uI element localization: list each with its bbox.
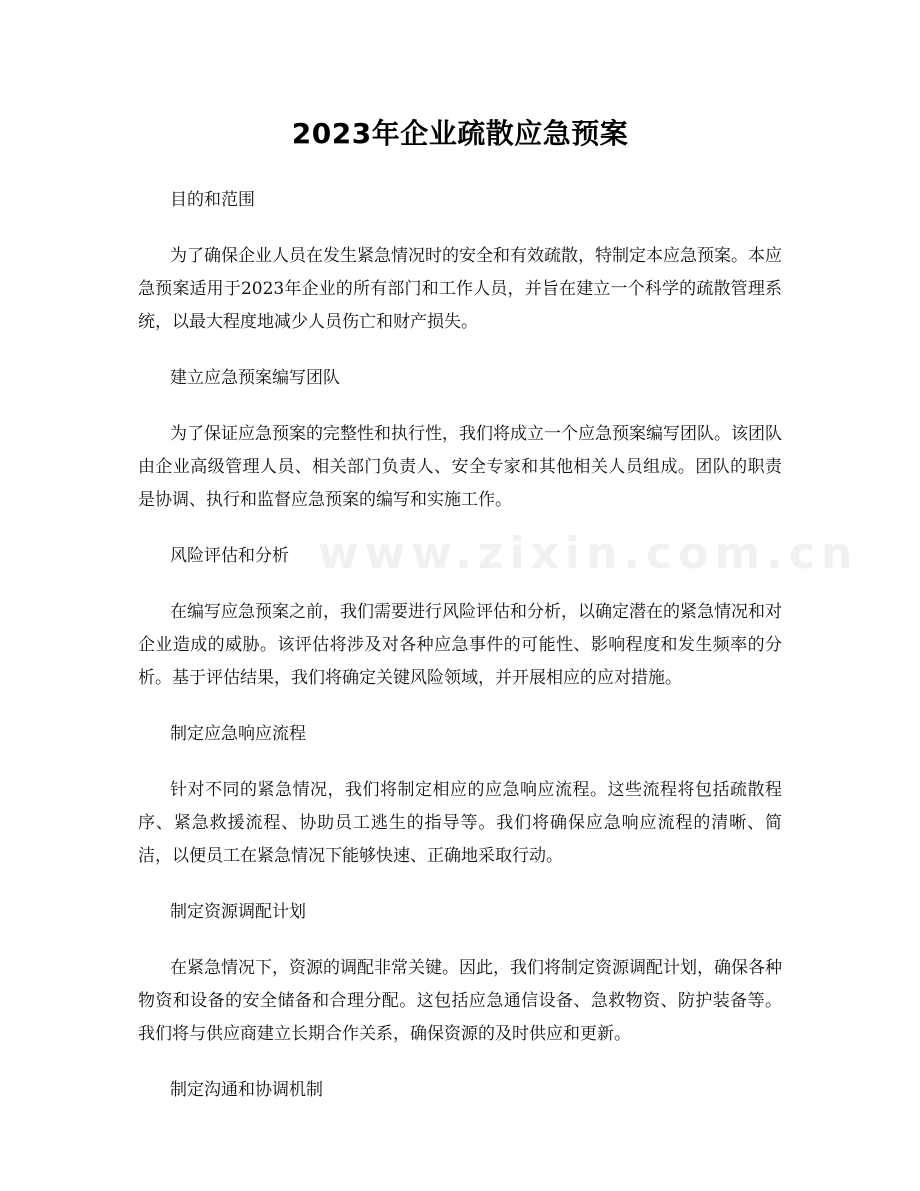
section-body-resources: 在紧急情况下，资源的调配非常关键。因此，我们将制定资源调配计划，确保各种物资和设备的安全储备和合理分配。这包括应急通信设备、急救物资、防护装备等。我们将与供应商建立长期合作关系，确保资源的及时供应和更新。 — [138, 958, 782, 1044]
section-heading-purpose: 目的和范围 — [170, 190, 255, 210]
document-title: 2023年企业疏散应急预案 — [291, 117, 629, 150]
section-heading-communication: 制定沟通和协调机制 — [170, 1080, 323, 1100]
section-body-purpose: 为了确保企业人员在发生紧急情况时的安全和有效疏散，特制定本应急预案。本应急预案适用于2023年企业的所有部门和工作人员，并旨在建立一个科学的疏散管理系统，以最大程度地减少人员伤亡和财产损失。 — [138, 246, 782, 332]
document-body — [138, 184, 782, 1107]
section-body-response: 针对不同的紧急情况，我们将制定相应的应急响应流程。这些流程将包括疏散程序、紧急救援流程、协助员工逃生的指导等。我们将确保应急响应流程的清晰、简洁，以便员工在紧急情况下能够快速、正确地采取行动。 — [138, 780, 782, 866]
section-heading-team: 建立应急预案编写团队 — [170, 368, 340, 388]
section-heading-risk: 风险评估和分析 — [170, 546, 289, 566]
watermark: www.zixin.com.cn — [318, 528, 859, 579]
section-body-risk: 在编写应急预案之前，我们需要进行风险评估和分析，以确定潜在的紧急情况和对企业造成的威胁。该评估将涉及对各种应急事件的可能性、影响程度和发生频率的分析。基于评估结果，我们将确定关键风险领域，并开展相应的应对措施。 — [138, 602, 782, 688]
section-body-team: 为了保证应急预案的完整性和执行性，我们将成立一个应急预案编写团队。该团队由企业高级管理人员、相关部门负责人、安全专家和其他相关人员组成。团队的职责是协调、执行和监督应急预案的编写和实施工作。 — [138, 424, 782, 510]
section-heading-resources: 制定资源调配计划 — [170, 902, 306, 922]
section-heading-response: 制定应急响应流程 — [170, 724, 306, 744]
